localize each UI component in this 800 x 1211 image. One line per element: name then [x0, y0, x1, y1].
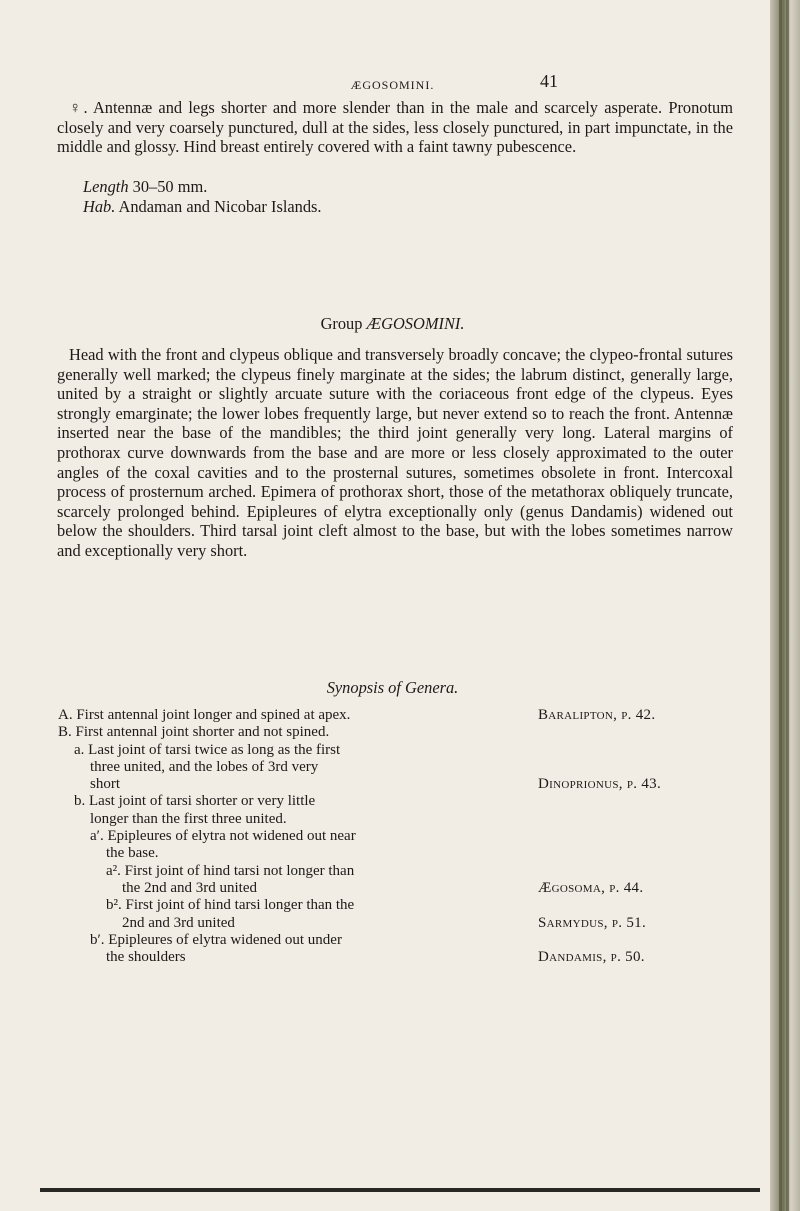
female-description: ♀. Antennæ and legs shorter and more slender than in the male and scarcely asperate. Pronotum closely and very coarsely punctured, dull at the sides, less closely punctured, in part impunctate, in the middle and glossy. Hind breast entirely covered with a faint tawny pubescence. — [57, 98, 733, 157]
key-entry-text: short — [90, 776, 120, 793]
group-name: ÆGOSOMINI. — [366, 314, 465, 333]
length-line — [83, 177, 207, 197]
habitat-line — [83, 197, 322, 217]
group-prefix: Group — [320, 314, 367, 333]
running-head: ÆGOSOMINI. — [350, 78, 435, 92]
key-entry-text: a². First joint of hind tarsi not longer than — [106, 862, 355, 879]
key-entry-text: the shoulders — [106, 949, 186, 966]
key-entry — [58, 742, 748, 794]
key-entry — [58, 828, 748, 863]
key-entry-ref: Ægosoma, p. 44. — [538, 879, 644, 896]
key-entry — [58, 793, 748, 828]
key-entry-text: longer than the first three united. — [90, 810, 287, 827]
group-heading — [0, 314, 785, 334]
synopsis-heading: Synopsis of Genera. — [326, 678, 459, 697]
length-label: Length — [83, 177, 129, 196]
habitat-label: Hab. — [83, 197, 116, 216]
key-entry — [58, 932, 748, 967]
key-entry-text: a′. Epipleures of elytra not widened out near — [90, 828, 356, 845]
key-entry-text: b. Last joint of tarsi shorter or very little — [74, 793, 316, 810]
key-entry-ref: Dandamis, p. 50. — [538, 949, 645, 966]
edge-stripe — [786, 0, 789, 1211]
group-description: Head with the front and clypeus oblique and transversely broadly concave; the clypeo-frontal sutures generally well marked; the clypeus finely marginate at the sides; the labrum distinct, generally large, united by a straight or slightly arcuate suture with the coriaceous front edge of the clypeus. Eyes strongly emarginate; the lower lobes frequently large, but never extend so to reach the front. Antennæ inserted near the base of the mandibles; the third joint generally very long. Lateral margins of prothorax curve downwards from the base and are more or less closely approximated to the outer angles of the coxal cavities and to the prosternal sutures, sometimes obsolete in front. Intercoxal process of prosternum arched. Epimera of prothorax short, those of the metathorax obliquely truncate, scarcely prolonged behind. Epipleures of elytra exceptionally only (genus Dandamis) widened out below the shoulders. Third tarsal joint cleft almost to the base, but with the lobes sometimes narrow and exceptionally very short. — [57, 345, 733, 560]
page-number: 41 — [540, 71, 558, 91]
key-entry — [58, 863, 748, 898]
genera-key — [58, 707, 748, 966]
key-entry-text: b′. Epipleures of elytra widened out under — [90, 931, 342, 948]
key-entry-text: b². First joint of hind tarsi longer than the — [106, 897, 355, 914]
key-entry-text: the 2nd and 3rd united — [122, 879, 257, 896]
key-entry-text: a. Last joint of tarsi twice as long as the first — [74, 741, 341, 758]
key-entry-ref: Dinoprionus, p. 43. — [538, 776, 662, 793]
key-entry-text: 2nd and 3rd united — [122, 914, 235, 931]
habitat-value: Andaman and Nicobar Islands. — [115, 197, 322, 216]
key-entry — [58, 707, 748, 724]
book-edge — [770, 0, 800, 1211]
length-value: 30–50 mm. — [128, 177, 208, 196]
bottom-rule — [40, 1188, 760, 1192]
key-entry-text: three united, and the lobes of 3rd very — [90, 758, 319, 775]
key-entry — [58, 724, 748, 741]
edge-stripe — [779, 0, 782, 1211]
key-entry-text: B. First antennal joint shorter and not spined. — [58, 724, 330, 741]
key-entry-ref: Sarmydus, p. 51. — [538, 914, 647, 931]
key-entry-text: A. First antennal joint longer and spined at apex. — [58, 707, 351, 723]
key-entry-ref: Baralipton, p. 42. — [538, 707, 656, 723]
key-entry — [58, 897, 748, 932]
key-entry-text: the base. — [106, 845, 159, 862]
